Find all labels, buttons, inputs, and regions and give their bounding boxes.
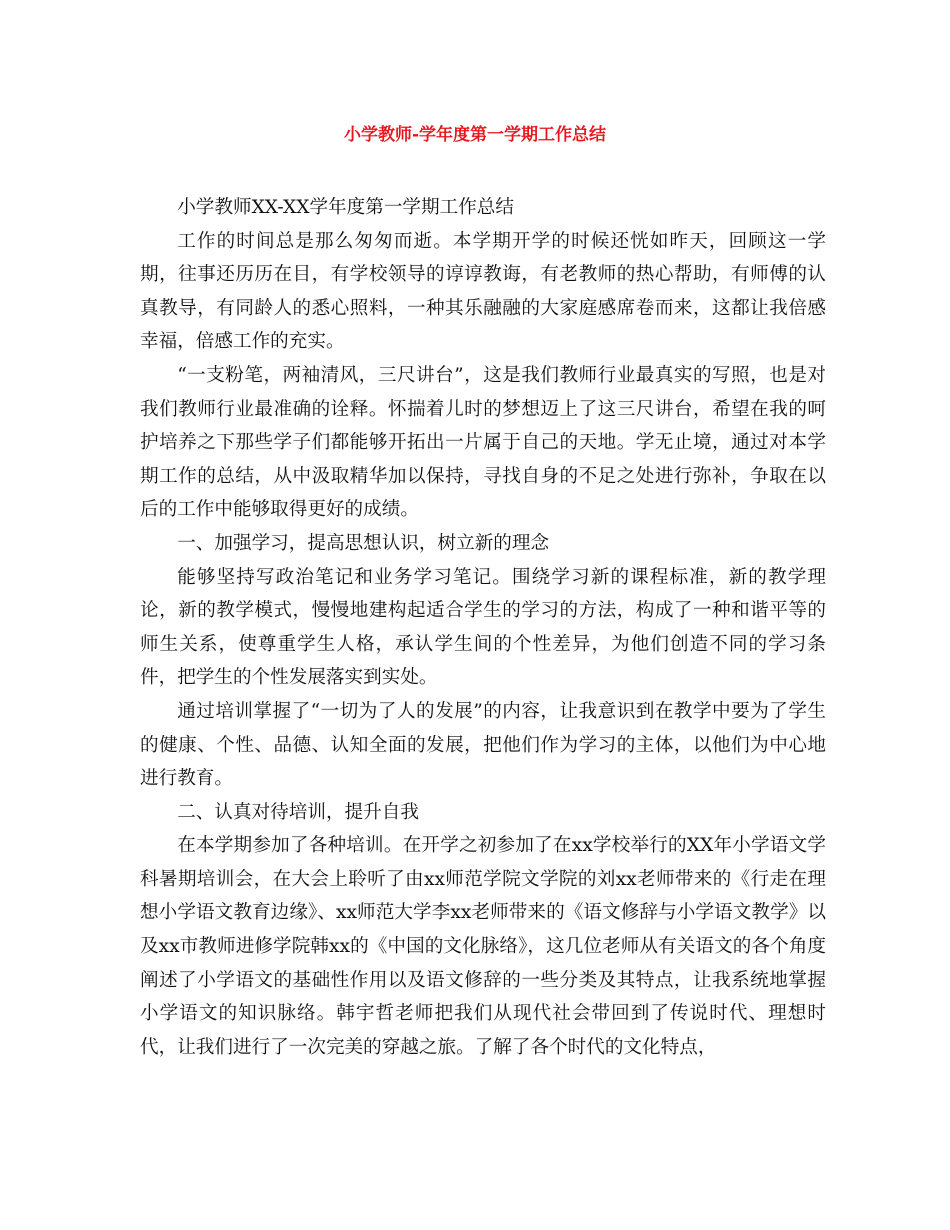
paragraph: 工作的时间总是那么匆匆而逝。本学期开学的时候还恍如昨天，回顾这一学期，往事还历历在目，有学校领导的谆谆教诲，有老教师的热心帮助，有师傅的认真教导，有同龄人的悉心照料，一种其乐融融的大家庭感席卷而来，这都让我倍感幸福，倍感工作的充实。: [140, 230, 826, 353]
paragraph: 小学教师XX-XX学年度第一学期工作总结: [177, 197, 514, 218]
document-title: 小学教师-学年度第一学期工作总结: [343, 125, 607, 145]
paragraph: 能够坚持写政治笔记和业务学习笔记。围绕学习新的课程标准，新的教学理论，新的教学模式，慢慢地建构起适合学生的学习的方法，构成了一种和谐平等的师生关系，使尊重学生人格，承认学生间的个性差异，为他们创造不同的学习条件，把学生的个性发展落实到实处。: [140, 566, 826, 689]
paragraph: 在本学期参加了各种培训。在开学之初参加了在xx学校举行的XX年小学语文学科暑期培训会，在大会上聆听了由xx师范学院文学院的刘xx老师带来的《行走在理想小学语文教育边缘》、xx师范大学李xx老师带来的《语文修辞与小学语文教学》以及xx市教师进修学院韩xx的《中国的文化脉络》，这几位老师从有关语文的各个角度阐述了小学语文的基础性作用以及语文修辞的一些分类及其特点，让我系统地掌握小学语文的知识脉络。韩宇哲老师把我们从现代社会带回到了传说时代、理想时代，让我们进行了一次完美的穿越之旅。了解了各个时代的文化特点，: [140, 835, 826, 1058]
document-body: [140, 191, 826, 1064]
section-heading: 一、加强学习，提高思想认识，树立新的理念: [177, 532, 550, 554]
paragraph: “一支粉笔，两袖清风，三尺讲台”，这是我们教师行业最真实的写照，也是对我们教师行业最准确的诠释。怀揣着儿时的梦想迈上了这三尺讲台，希望在我的呵护培养之下那些学子们都能够开拓出一片属于自己的天地。学无止境，通过对本学期工作的总结，从中汲取精华加以保持，寻找自身的不足之处进行弥补，争取在以后的工作中能够取得更好的成绩。: [140, 364, 826, 521]
section-heading: 二、认真对待培训，提升自我: [177, 801, 419, 823]
paragraph: 通过培训掌握了“一切为了人的发展”的内容，让我意识到在教学中要为了学生的健康、个性、品德、认知全面的发展，把他们作为学习的主体，以他们为中心地进行教育。: [140, 700, 826, 790]
